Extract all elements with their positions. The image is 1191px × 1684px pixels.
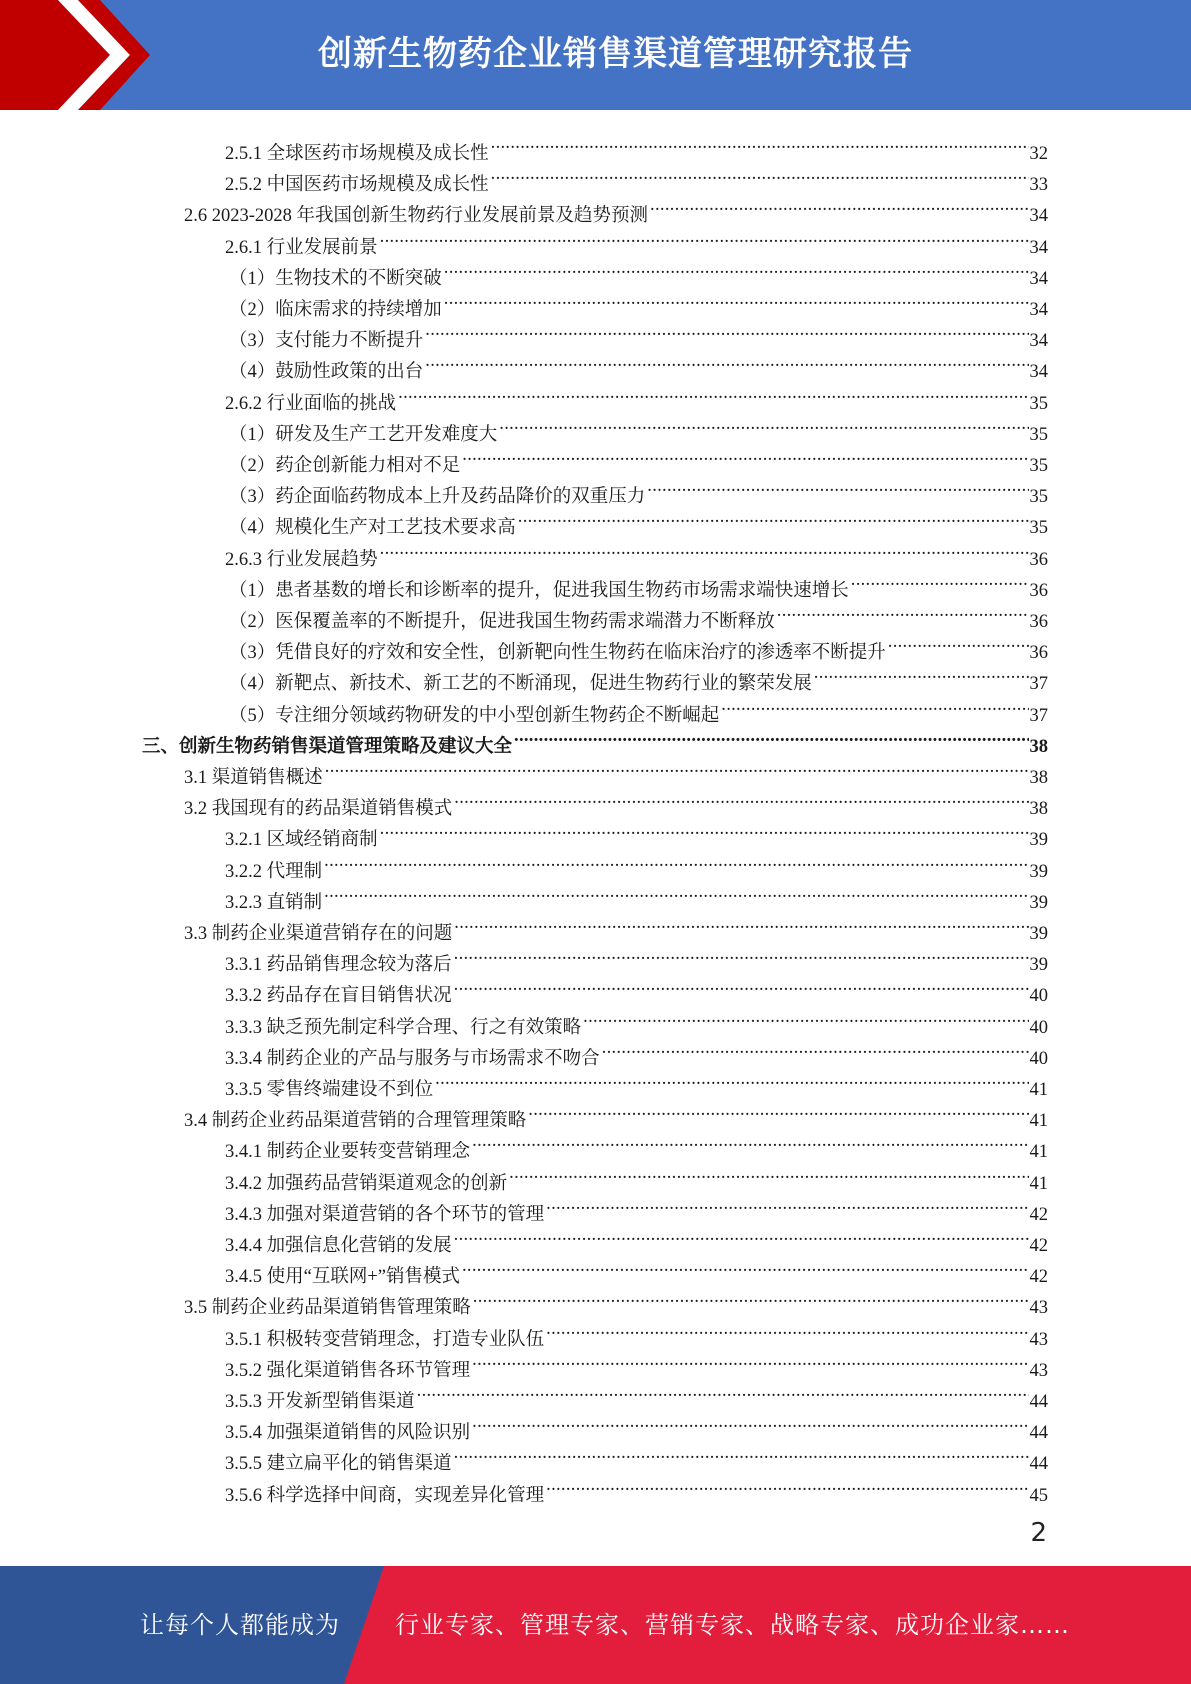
toc-entry-label: （4）规模化生产对工艺技术要求高 (229, 518, 516, 539)
report-title: 创新生物药企业销售渠道管理研究报告 (318, 34, 913, 74)
toc-entry-page: 38 (1029, 799, 1048, 820)
toc-entry[interactable] (225, 378, 1048, 414)
toc-leader-dots (546, 1189, 1028, 1220)
toc-entry-label: 三、创新生物药销售渠道管理策略及建议大全 (142, 736, 513, 757)
toc-entry-page: 36 (1029, 580, 1048, 601)
toc-entry[interactable] (229, 253, 1048, 289)
toc-entry-page: 41 (1029, 1080, 1048, 1100)
toc-entry-label: 3.4.2 加强药品营销渠道观念的创新 (225, 1173, 508, 1194)
toc-entry[interactable] (184, 1095, 1048, 1132)
toc-entry-label: （4）新靶点、新技术、新工艺的不断涌现，促进生物药行业的繁荣发展 (229, 674, 812, 695)
toc-entry-page: 42 (1029, 1236, 1048, 1256)
toc-leader-dots (491, 159, 1029, 190)
toc-entry-page: 41 (1029, 1173, 1048, 1194)
toc-entry-label: 3.2.1 区域经销商制 (225, 830, 378, 851)
toc-entry-label: 3.2 我国现有的药品渠道销售模式 (184, 799, 453, 820)
toc-entry-label: 3.4.5 使用“互联网+”销售模式 (225, 1267, 460, 1288)
toc-entry[interactable] (225, 1376, 1048, 1412)
toc-entry[interactable] (184, 908, 1048, 944)
toc-entry-page: 35 (1029, 393, 1048, 414)
toc-entry-page: 43 (1029, 1360, 1048, 1381)
toc-entry-label: （3）药企面临药物成本上升及药品降价的双重压力 (229, 487, 646, 508)
toc-entry[interactable] (184, 1282, 1048, 1319)
toc-entry[interactable] (225, 877, 1048, 913)
toc-entry-label: （2）医保覆盖率的不断提升，促进我国生物药需求端潜力不断释放 (229, 612, 775, 632)
toc-entry-page: 36 (1029, 643, 1048, 664)
toc-leader-dots (499, 409, 1028, 440)
toc-entry-page: 39 (1029, 955, 1048, 976)
toc-leader-dots (650, 190, 1028, 221)
toc-entry[interactable] (229, 284, 1048, 320)
toc-entry-page: 34 (1029, 300, 1048, 320)
toc-entry-label: （3）凭借良好的疗效和安全性，创新靶向性生物药在临床治疗的渗透率不断提升 (229, 643, 886, 664)
toc-entry[interactable] (225, 1470, 1048, 1506)
toc-leader-dots (454, 970, 1029, 1001)
toc-entry[interactable] (229, 690, 1048, 726)
toc-leader-dots (721, 690, 1028, 721)
toc-entry-page: 39 (1029, 924, 1048, 944)
toc-entry[interactable] (229, 502, 1048, 539)
toc-entry[interactable] (225, 1438, 1048, 1475)
toc-entry-page: 44 (1029, 1454, 1048, 1475)
toc-leader-dots (454, 939, 1029, 970)
toc-leader-dots (472, 1126, 1028, 1157)
toc-leader-dots (324, 877, 1028, 908)
toc-entry-page: 37 (1029, 705, 1048, 726)
toc-entry-label: 3.3.2 药品存在盲目销售状况 (225, 986, 452, 1007)
toc-leader-dots (324, 846, 1028, 877)
toc-entry-page: 35 (1029, 456, 1048, 476)
toc-entry-label: 3.4 制药企业药品渠道营销的合理管理策略 (184, 1111, 527, 1132)
toc-entry-label: （5）专注细分领域药物研发的中小型创新生物药企不断崛起 (229, 705, 720, 726)
toc-entry-page: 43 (1029, 1298, 1048, 1319)
toc-entry[interactable] (225, 1345, 1048, 1381)
toc-leader-dots (444, 284, 1029, 315)
toc-leader-dots (777, 596, 1029, 627)
toc-entry-page: 40 (1029, 1017, 1048, 1038)
toc-entry[interactable] (225, 814, 1048, 851)
toc-entry[interactable] (229, 565, 1048, 601)
toc-entry[interactable] (225, 534, 1048, 570)
toc-leader-dots (814, 658, 1029, 689)
toc-entry-page: 39 (1029, 892, 1048, 913)
toc-entry[interactable] (225, 1033, 1048, 1069)
toc-entry-page: 38 (1029, 736, 1048, 757)
toc-entry-label: 3.3.5 零售终端建设不到位 (225, 1080, 434, 1100)
toc-entry[interactable] (225, 970, 1048, 1007)
toc-entry-page: 34 (1029, 362, 1048, 383)
toc-entry[interactable] (225, 1158, 1048, 1194)
toc-leader-dots (454, 1438, 1029, 1469)
toc-entry[interactable] (225, 1407, 1048, 1444)
toc-entry-label: 2.6.3 行业发展趋势 (225, 549, 378, 570)
toc-entry-label: 3.5.1 积极转变营销理念，打造专业队伍 (225, 1329, 545, 1350)
toc-leader-dots (454, 1220, 1029, 1251)
toc-leader-dots (518, 502, 1029, 533)
toc-entry-page: 35 (1029, 424, 1048, 445)
toc-entry-page: 40 (1029, 1048, 1048, 1069)
toc-entry[interactable] (229, 596, 1048, 632)
toc-leader-dots (647, 471, 1028, 502)
footer-slogan-left: 让每个人都能成为 (140, 1611, 340, 1639)
toc-leader-dots (417, 1376, 1029, 1407)
toc-leader-dots (325, 752, 1029, 783)
toc-leader-dots (583, 1002, 1028, 1033)
toc-entry-page: 44 (1029, 1392, 1048, 1412)
toc-entry[interactable] (225, 222, 1048, 258)
toc-entry[interactable] (229, 440, 1048, 476)
page-footer (0, 1566, 1191, 1684)
toc-entry-label: 3.5.4 加强渠道销售的风险识别 (225, 1423, 471, 1444)
toc-entry-label: （4）鼓励性政策的出台 (229, 362, 424, 383)
toc-leader-dots (425, 346, 1028, 377)
toc-entry-page: 38 (1029, 768, 1048, 788)
toc-entry-label: （1）生物技术的不断突破 (229, 268, 442, 289)
toc-entry[interactable] (225, 1314, 1048, 1350)
toc-entry[interactable] (225, 1251, 1048, 1288)
toc-entry-page: 37 (1029, 674, 1048, 695)
toc-entry[interactable] (229, 627, 1048, 664)
toc-entry[interactable] (229, 471, 1048, 508)
toc-entry-label: 3.2.2 代理制 (225, 861, 323, 882)
toc-leader-dots (472, 1345, 1028, 1376)
toc-entry-page: 34 (1029, 237, 1048, 258)
toc-entry-label: （2）药企创新能力相对不足 (229, 456, 461, 476)
toc-entry-page: 43 (1029, 1329, 1048, 1350)
toc-leader-dots (462, 1251, 1029, 1282)
toc-entry-page: 35 (1029, 487, 1048, 508)
toc-leader-dots (425, 315, 1028, 346)
toc-leader-dots (380, 222, 1029, 253)
toc-entry-label: 3.5 制药企业药品渠道销售管理策略 (184, 1298, 471, 1319)
toc-entry[interactable] (225, 939, 1048, 976)
toc-entry-page: 32 (1029, 144, 1048, 164)
toc-leader-dots (546, 1470, 1028, 1501)
toc-entry-label: （2）临床需求的持续增加 (229, 300, 442, 320)
toc-leader-dots (472, 1407, 1028, 1438)
toc-entry[interactable] (184, 783, 1048, 820)
toc-entry[interactable] (225, 159, 1048, 196)
toc-entry-label: 3.2.3 直销制 (225, 892, 323, 913)
toc-leader-dots (462, 440, 1028, 471)
toc-leader-dots (473, 1282, 1029, 1313)
toc-entry-label: 2.5.1 全球医药市场规模及成长性 (225, 144, 489, 164)
toc-entry-page: 42 (1029, 1267, 1048, 1288)
toc-entry-label: 3.5.3 开发新型销售渠道 (225, 1392, 415, 1412)
toc-leader-dots (380, 534, 1029, 565)
toc-leader-dots (528, 1095, 1028, 1126)
toc-entry-label: 3.3.4 制药企业的产品与服务与市场需求不吻合 (225, 1048, 600, 1069)
toc-entry-label: 3.5.5 建立扁平化的销售渠道 (225, 1454, 452, 1475)
toc-entry-label: （1）研发及生产工艺开发难度大 (229, 424, 498, 445)
toc-entry[interactable] (225, 128, 1048, 164)
toc-entry[interactable] (225, 1220, 1048, 1256)
toc-entry-page: 45 (1029, 1485, 1048, 1506)
toc-entry-page: 33 (1029, 175, 1048, 196)
toc-entry-label: 3.5.2 强化渠道销售各环节管理 (225, 1360, 471, 1381)
toc-entry-page: 41 (1029, 1111, 1048, 1132)
toc-entry-page: 44 (1029, 1423, 1048, 1444)
toc-entry-page: 34 (1029, 206, 1048, 227)
toc-entry-label: （1）患者基数的增长和诊断率的提升，促进我国生物药市场需求端快速增长 (229, 580, 849, 601)
toc-leader-dots (380, 814, 1029, 845)
toc-entry-page: 34 (1029, 268, 1048, 289)
toc-entry-page: 41 (1029, 1142, 1048, 1163)
toc-leader-dots (435, 1064, 1028, 1095)
toc-entry[interactable] (225, 846, 1048, 882)
toc-entry-page: 35 (1029, 518, 1048, 539)
toc-entry-label: 2.5.2 中国医药市场规模及成长性 (225, 175, 489, 196)
toc-leader-dots (602, 1033, 1029, 1064)
toc-leader-dots (454, 783, 1028, 814)
footer-slogan-right: 行业专家、管理专家、营销专家、战略专家、成功企业家…… (395, 1611, 1070, 1639)
toc-entry-page: 36 (1029, 612, 1048, 632)
toc-entry-label: 3.5.6 科学选择中间商，实现差异化管理 (225, 1485, 545, 1506)
toc-entry-label: 2.6.2 行业面临的挑战 (225, 393, 397, 414)
toc-entry-page: 40 (1029, 986, 1048, 1007)
toc-entry-label: 3.3.1 药品销售理念较为落后 (225, 955, 452, 976)
toc-leader-dots (546, 1314, 1028, 1345)
toc-leader-dots (514, 721, 1028, 752)
toc-entry[interactable] (225, 1126, 1048, 1163)
toc-entry[interactable] (184, 190, 1048, 227)
toc-entry-label: 2.6.1 行业发展前景 (225, 237, 378, 258)
toc-leader-dots (444, 253, 1029, 284)
toc-entry-label: 3.4.1 制药企业要转变营销理念 (225, 1142, 471, 1163)
page-header (0, 0, 1191, 110)
page-number: 2 (1030, 1518, 1047, 1548)
toc-entry-label: 2.6 2023-2028 年我国创新生物药行业发展前景及趋势预测 (184, 206, 649, 227)
toc-entry[interactable] (225, 1189, 1048, 1225)
toc-entry-label: （3）支付能力不断提升 (229, 331, 424, 352)
toc-entry[interactable] (229, 658, 1048, 695)
toc-entry-page: 39 (1029, 830, 1048, 851)
toc-leader-dots (888, 627, 1029, 658)
toc-entry-label: 3.3.3 缺乏预先制定科学合理、行之有效策略 (225, 1017, 582, 1038)
toc-leader-dots (851, 565, 1029, 596)
toc-entry-label: 3.1 渠道销售概述 (184, 768, 323, 788)
toc-entry-label: 3.4.4 加强信息化营销的发展 (225, 1236, 452, 1256)
toc-entry-page: 36 (1029, 549, 1048, 570)
toc-entry-page: 34 (1029, 331, 1048, 352)
toc-entry-page: 42 (1029, 1204, 1048, 1225)
toc-leader-dots (454, 908, 1028, 939)
toc-entry[interactable] (229, 409, 1048, 445)
toc-entry[interactable] (229, 315, 1048, 352)
toc-entry[interactable] (225, 1002, 1048, 1038)
toc-entry[interactable] (229, 346, 1048, 383)
toc-entry[interactable] (142, 721, 1048, 757)
toc-entry-label: 3.3 制药企业渠道营销存在的问题 (184, 924, 453, 944)
toc-leader-dots (491, 128, 1029, 159)
toc-entry[interactable] (225, 1064, 1048, 1100)
toc-leader-dots (509, 1158, 1028, 1189)
toc-entry[interactable] (184, 752, 1048, 788)
toc-leader-dots (398, 378, 1028, 409)
toc-entry-page: 39 (1029, 861, 1048, 882)
toc-entry-label: 3.4.3 加强对渠道营销的各个环节的管理 (225, 1204, 545, 1225)
